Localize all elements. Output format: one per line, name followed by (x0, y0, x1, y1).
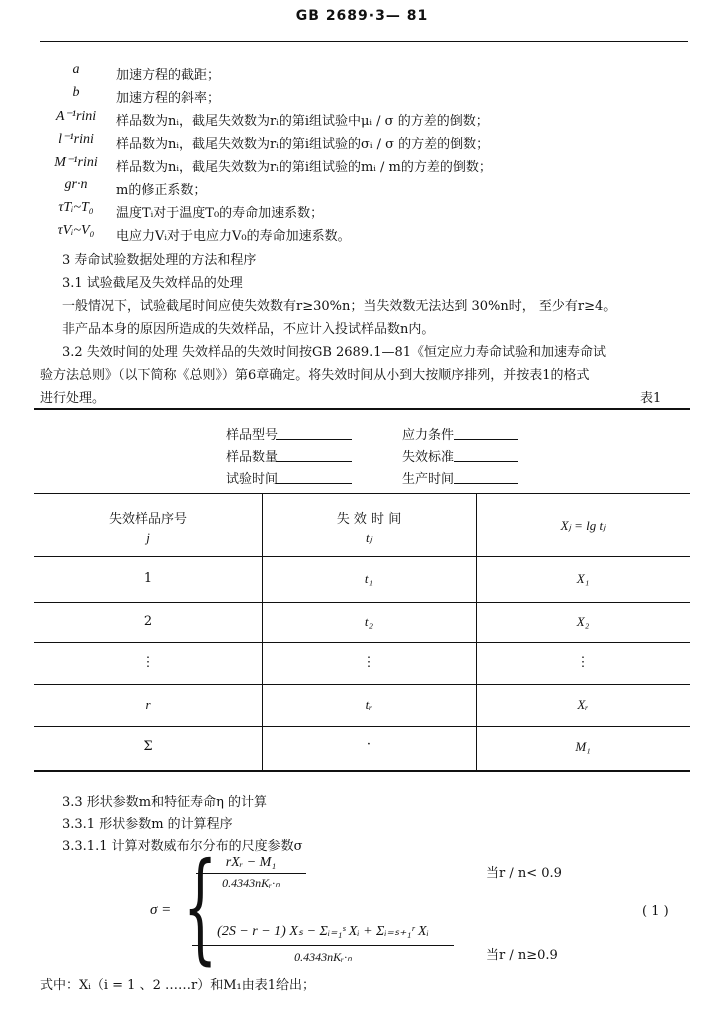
cell-x-sum: M₁ (575, 739, 591, 754)
header-sample-index-symbol: j (146, 530, 150, 545)
def-symbol: τVᵢ~V₀ (57, 223, 95, 238)
def-symbol: M⁻¹rini (54, 155, 98, 170)
def-desc: 样品数为nᵢ，截尾失效数为rᵢ的第i组试验的σᵢ / σ 的方差的倒数； (116, 137, 490, 152)
section-3-2-line: 3.2 失效时间的处理 失效样品的失效时间按GB 2689.1—81《恒定应力寿命试验和加速寿命试 (62, 345, 607, 360)
table-bottom-rule (34, 770, 690, 772)
paragraph: 一般情况下，试验截尾时间应使失效数有r≥30%n；当失效数无法达到 30%n时， 至少有r≥4。 (62, 299, 617, 314)
cell-j: 1 (143, 571, 153, 586)
def-desc: 样品数为nᵢ，截尾失效数为rᵢ的第i组试验的mᵢ / m的方差的倒数； (116, 160, 492, 175)
formula-lhs: σ = (150, 902, 172, 918)
table-top-rule (34, 408, 690, 410)
def-symbol: b (72, 85, 80, 100)
case1-condition: 当r / n< 0.9 (486, 866, 562, 881)
cell-t: tᵣ (365, 697, 373, 712)
section-3-2-line: 进行处理。 (40, 391, 106, 406)
header-failure-time: 失 效 时 间 (336, 512, 402, 527)
equation-number: ( 1 ) (642, 904, 669, 919)
def-symbol: l⁻¹rini (58, 132, 94, 147)
field-blank (454, 483, 518, 484)
section-3-3-1-1-title: 3.3.1.1 计算对数威布尔分布的尺度参数σ (62, 839, 303, 854)
footer-line: 式中：Xᵢ（i = 1 、2 ……r）和M₁由表1给出； (40, 978, 315, 993)
cell-j: 2 (143, 614, 153, 629)
field-blank (454, 461, 518, 462)
cell-j: r (145, 697, 151, 712)
case1-numerator: rXᵣ − M₁ (225, 855, 277, 870)
table-rule (34, 556, 690, 557)
section-3-2-line: 验方法总则》（以下简称《总则》）第6章确定。将失效时间从小到大按顺序排列，并按表1的格式 (40, 368, 590, 383)
header-failure-time-symbol: tⱼ (366, 530, 372, 545)
field-sample-count: 样品数量 (226, 450, 279, 465)
field-sample-model: 样品型号 (226, 428, 279, 443)
def-desc: m的修正系数； (116, 183, 207, 198)
def-symbol: gr·n (64, 177, 88, 192)
paragraph: 非产品本身的原因所造成的失效样品，不应计入投试样品数n内。 (62, 322, 435, 337)
field-failure-criterion: 失效标准 (402, 450, 455, 465)
cell-t: t₁ (364, 571, 374, 586)
def-desc: 加速方程的截距； (116, 68, 221, 83)
table-rule (34, 642, 690, 643)
def-symbol: A⁻¹rini (55, 109, 97, 124)
table-rule (34, 602, 690, 603)
cell-x: X₂ (576, 614, 590, 629)
header-rule (40, 41, 688, 42)
field-production-time: 生产时间 (402, 472, 455, 487)
cell-j-sum: Σ (143, 739, 153, 754)
section-3-3-1-title: 3.3.1 形状参数m 的计算程序 (62, 817, 233, 832)
case1-denominator: 0.4343nKᵣ·ₙ (222, 876, 280, 890)
section-3-title: 3 寿命试验数据处理的方法和程序 (62, 253, 257, 268)
field-blank (454, 439, 518, 440)
case2-fraction-bar (192, 945, 454, 946)
def-desc: 加速方程的斜率； (116, 91, 221, 106)
section-3-3-title: 3.3 形状参数m和特征寿命η 的计算 (62, 795, 268, 810)
table-rule (34, 493, 690, 494)
field-stress-condition: 应力条件 (402, 428, 455, 443)
cell-j: ⋮ (141, 655, 155, 670)
field-blank (276, 483, 352, 484)
cell-x: X₁ (576, 571, 590, 586)
table-caption: 表1 (640, 391, 662, 406)
field-test-time: 试验时间 (226, 472, 279, 487)
def-desc: 样品数为nᵢ，截尾失效数为rᵢ的第i组试验中μᵢ / σ 的方差的倒数； (116, 114, 489, 129)
cell-t-sum: · (366, 737, 372, 752)
def-desc: 温度Tᵢ对于温度T₀的寿命加速系数； (116, 206, 324, 221)
table-col-divider (476, 493, 477, 770)
cell-x: Xᵣ (577, 697, 589, 712)
field-blank (276, 439, 352, 440)
cell-t: t₂ (364, 614, 374, 629)
header-log-time: Xⱼ = lg tⱼ (560, 518, 606, 533)
field-blank (276, 461, 352, 462)
def-symbol: a (72, 62, 80, 77)
standard-code: GB 2689·3— 81 (295, 8, 429, 24)
table-rule (34, 726, 690, 727)
case1-fraction-bar (196, 873, 306, 874)
formula-brace: { (183, 838, 218, 977)
table-rule (34, 684, 690, 685)
section-3-1-title: 3.1 试验截尾及失效样品的处理 (62, 276, 243, 291)
case2-denominator: 0.4343nKᵣ·ₙ (294, 950, 352, 964)
cell-x: ⋮ (576, 655, 590, 670)
def-desc: 电应力Vᵢ对于电应力V₀的寿命加速系数。 (116, 229, 351, 244)
case2-numerator: (2S − r − 1) Xₛ − Σᵢ₌₁ˢ Xᵢ + Σᵢ₌ₛ₊₁ʳ Xᵢ (217, 924, 429, 939)
case2-condition: 当r / n≥0.9 (486, 948, 558, 963)
header-sample-index: 失效样品序号 (108, 512, 187, 527)
cell-t: ⋮ (362, 655, 376, 670)
def-symbol: τTᵢ~T₀ (58, 200, 94, 215)
